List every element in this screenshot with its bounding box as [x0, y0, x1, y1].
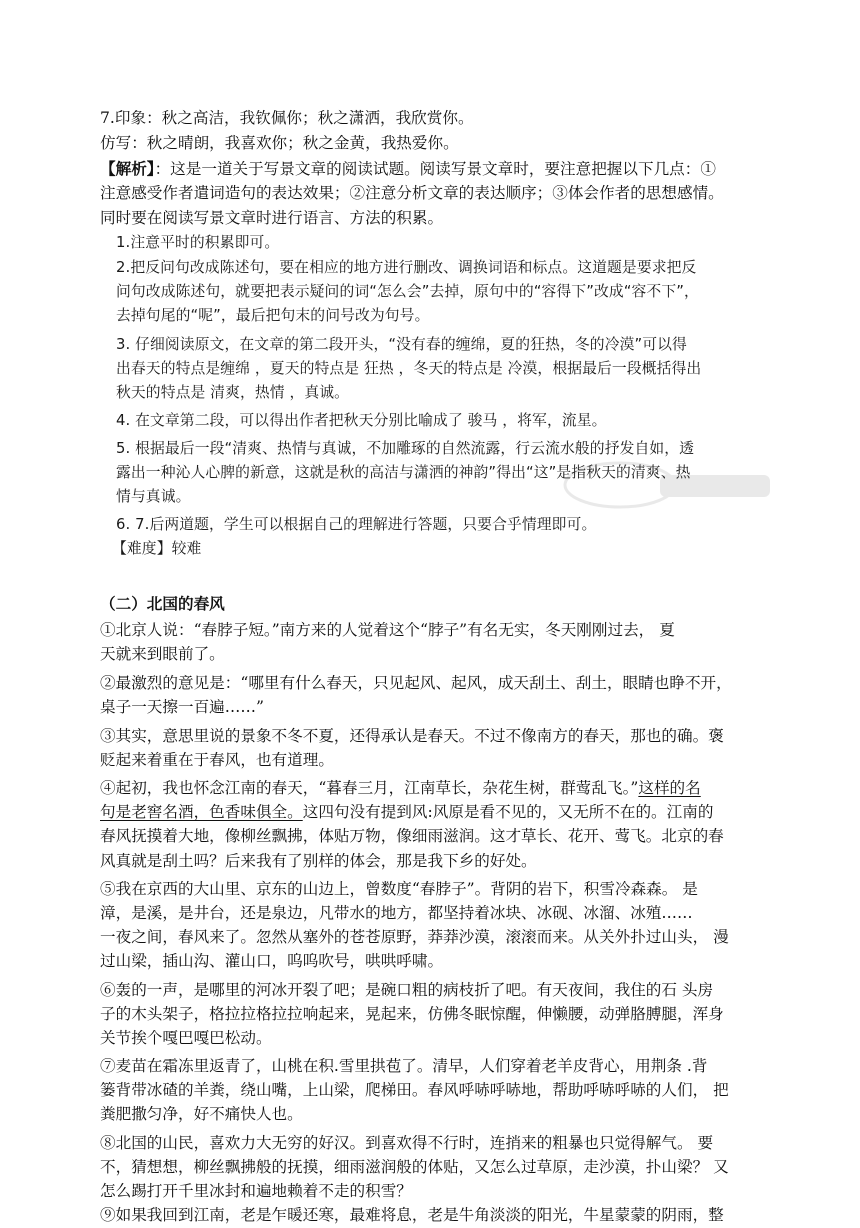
passage-line-8: [100, 800, 760, 825]
analysis-line-1: [100, 156, 760, 182]
q7-impression: [100, 106, 750, 131]
passage-line-17: 关节挨个嘎巴嘎巴松动。: [100, 1029, 272, 1047]
passage-line-20: 粪肥撒匀净，好不痛快人也。: [100, 1105, 303, 1123]
note-line-10: 露出一种沁人心脾的新意，这就是秋的高洁与潇洒的神韵”得出“这”是指秋天的清爽、热: [116, 464, 691, 481]
passage-line-5: ③其实，意思里说的景象不冬不夏，还得承认是春天。不过不像南方的春天，那也的确。褒: [100, 727, 724, 745]
analysis-line-3: [100, 206, 750, 231]
analysis-text-3: 同时要在阅读写景文章时进行语言、方法的积累。: [100, 209, 444, 227]
note-line-4: 去掉句尾的“呢”，最后把句末的问号改为句号。: [116, 307, 430, 324]
q7-imitation-text: 仿写：秋之晴朗，我喜欢你；秋之金黄，我热爱你。: [100, 134, 459, 152]
note-line-12: 6. 7.后两道题，学生可以根据自己的理解进行答题，只要合乎情理即可。: [116, 516, 597, 533]
passage-line-7: [100, 776, 760, 801]
passage-line-6: 贬起来着重在于春风，也有道理。: [100, 751, 334, 769]
passage-line-10: 风真就是刮土吗？后来我有了别样的体会，那是我下乡的好处。: [100, 852, 537, 870]
q7-impression-text: 7.印象：秋之高洁，我钦佩你；秋之潇洒，我欣赏你。: [100, 109, 474, 127]
passage-line-7-text: ④起初，我也怀念江南的春天，“暮春三月，江南草长，杂花生树，群莺乱飞。”: [100, 779, 639, 797]
passage-line-1: ①北京人说：“春脖子短。”南方来的人觉着这个“脖子”有名无实，冬天刚刚过去， 夏: [100, 621, 675, 639]
passage-line-13: 一夜之间，春风来了。忽然从塞外的苍苍原野，莽莽沙漠，滚滚而来。从关外扑过山头， 漫: [100, 928, 729, 946]
underlined-phrase-start: 这样的名: [638, 779, 701, 797]
watermark-logo: [560, 455, 780, 515]
passage-line-21: ⑧北国的山民，喜欢力大无穷的好汉。到喜欢得不行时，连捎来的粗暴也只觉得解气。 要: [100, 1134, 714, 1152]
analysis-label: 【解析】: [100, 159, 155, 178]
passage-line-23: 怎么踢打开千里冰封和遍地赖着不走的积雪？: [100, 1182, 412, 1200]
passage-line-3: ②最激烈的意见是：“哪里有什么春天，只见起风、起风，成天刮土、刮土，眼睛也睁不开，: [100, 674, 732, 692]
note-line-11: 情与真诚。: [116, 488, 191, 505]
passage-line-15: ⑥轰的一声，是哪里的河冰开裂了吧；是碗口粗的病枝折了吧。有天夜间，我住的石 头房: [100, 981, 714, 999]
note-line-6: 出春天的特点是缠绵 ，夏天的特点是 狂热 ，冬天的特点是 冷漠，根据最后一段概括得出: [116, 360, 702, 377]
analysis-text-1: ：这是一道关于写景文章的阅读试题。阅读写景文章时，要注意把握以下几点：①: [154, 160, 716, 178]
passage-line-9: 春风抚摸着大地，像柳丝飘拂，体贴万物，像细雨滋润。这才草长、花开、莺飞。北京的春: [100, 827, 724, 845]
passage-line-12: 漳，是溪，是井台，还是泉边，凡带水的地方，都坚持着冰块、冰砚、冰溜、冰殖……: [100, 904, 693, 922]
note-line-3: 问句改成陈述句，就要把表示疑问的词“怎么会”去掉，原句中的“容得下”改成“容不下”，: [116, 283, 699, 300]
passage-line-11: ⑤我在京西的大山里、京东的山边上，曾数度“春脖子”。背阴的岩下，积雪冷森森。 是: [100, 880, 698, 898]
note-line-9: 5. 根据最后一段“清爽、热情与真诚，不加雕琢的自然流露，行云流水般的抒发自如，透: [116, 440, 695, 457]
passage-title: [100, 591, 750, 616]
note-line-5: 3. 仔细阅读原文，在文章的第二段开头，“没有春的缠绵，夏的狂热，冬的冷漠”可以得: [116, 336, 687, 353]
passage-line-24: ⑨如果我回到江南，老是乍暖还寒，最难将息，老是牛角淡淡的阳光，牛星蒙蒙的阴雨，整: [100, 1206, 724, 1224]
passage-line-8-text: 这四句没有提到风:风原是看不见的，又无所不在的。江南的: [302, 803, 714, 821]
passage-line-22: 不，猜想想，柳丝飘拂般的抚摸，细雨滋润般的体贴，又怎么过草原，走沙漠，扑山梁？ 又: [100, 1158, 729, 1176]
passage-line-16: 子的木头架子，格拉拉格拉拉响起来，晃起来，仿佛冬眠惊醒，伸懒腰，动弹胳膊腿，浑身: [100, 1005, 724, 1023]
q7-imitation: [100, 131, 750, 156]
passage-line-2: 天就来到眼前了。: [100, 645, 225, 663]
difficulty-label: 【难度】较难: [112, 540, 202, 557]
analysis-text-2: 注意感受作者遣词造句的表达效果；②注意分析文章的表达顺序；③体会作者的思想感情。: [100, 184, 724, 202]
passage-line-14: 过山梁，插山沟、灌山口，呜呜吹号，哄哄呼啸。: [100, 952, 444, 970]
note-line-7: 秋天的特点是 清爽，热情 ，真诚。: [116, 384, 350, 401]
passage-line-19: 篓背带冰碴的羊粪，绕山嘴，上山梁，爬梯田。春风呼哧呼哧地，帮助呼哧呼哧的人们， 把: [100, 1081, 729, 1099]
note-line-1: 1.注意平时的积累即可。: [116, 234, 280, 251]
note-line-2: 2.把反问句改成陈述句，要在相应的地方进行删改、调换词语和标点。这道题是要求把反: [116, 259, 697, 276]
note-line-8: 4. 在文章第二段，可以得出作者把秋天分别比喻成了 骏马 ，将军，流星。: [116, 412, 607, 429]
passage-line-18: ⑦麦苗在霜冻里返青了，山桃在积.雪里拱苞了。清早，人们穿着老羊皮背心，用荆条 .背: [100, 1057, 708, 1075]
analysis-line-2: [100, 181, 760, 206]
underlined-phrase-end: 句是老窖名酒，色香味俱全。: [100, 803, 303, 821]
passage-title-text: （二）北国的春风: [100, 594, 225, 613]
passage-line-4: 桌子一天擦一百遍……”: [100, 698, 264, 716]
